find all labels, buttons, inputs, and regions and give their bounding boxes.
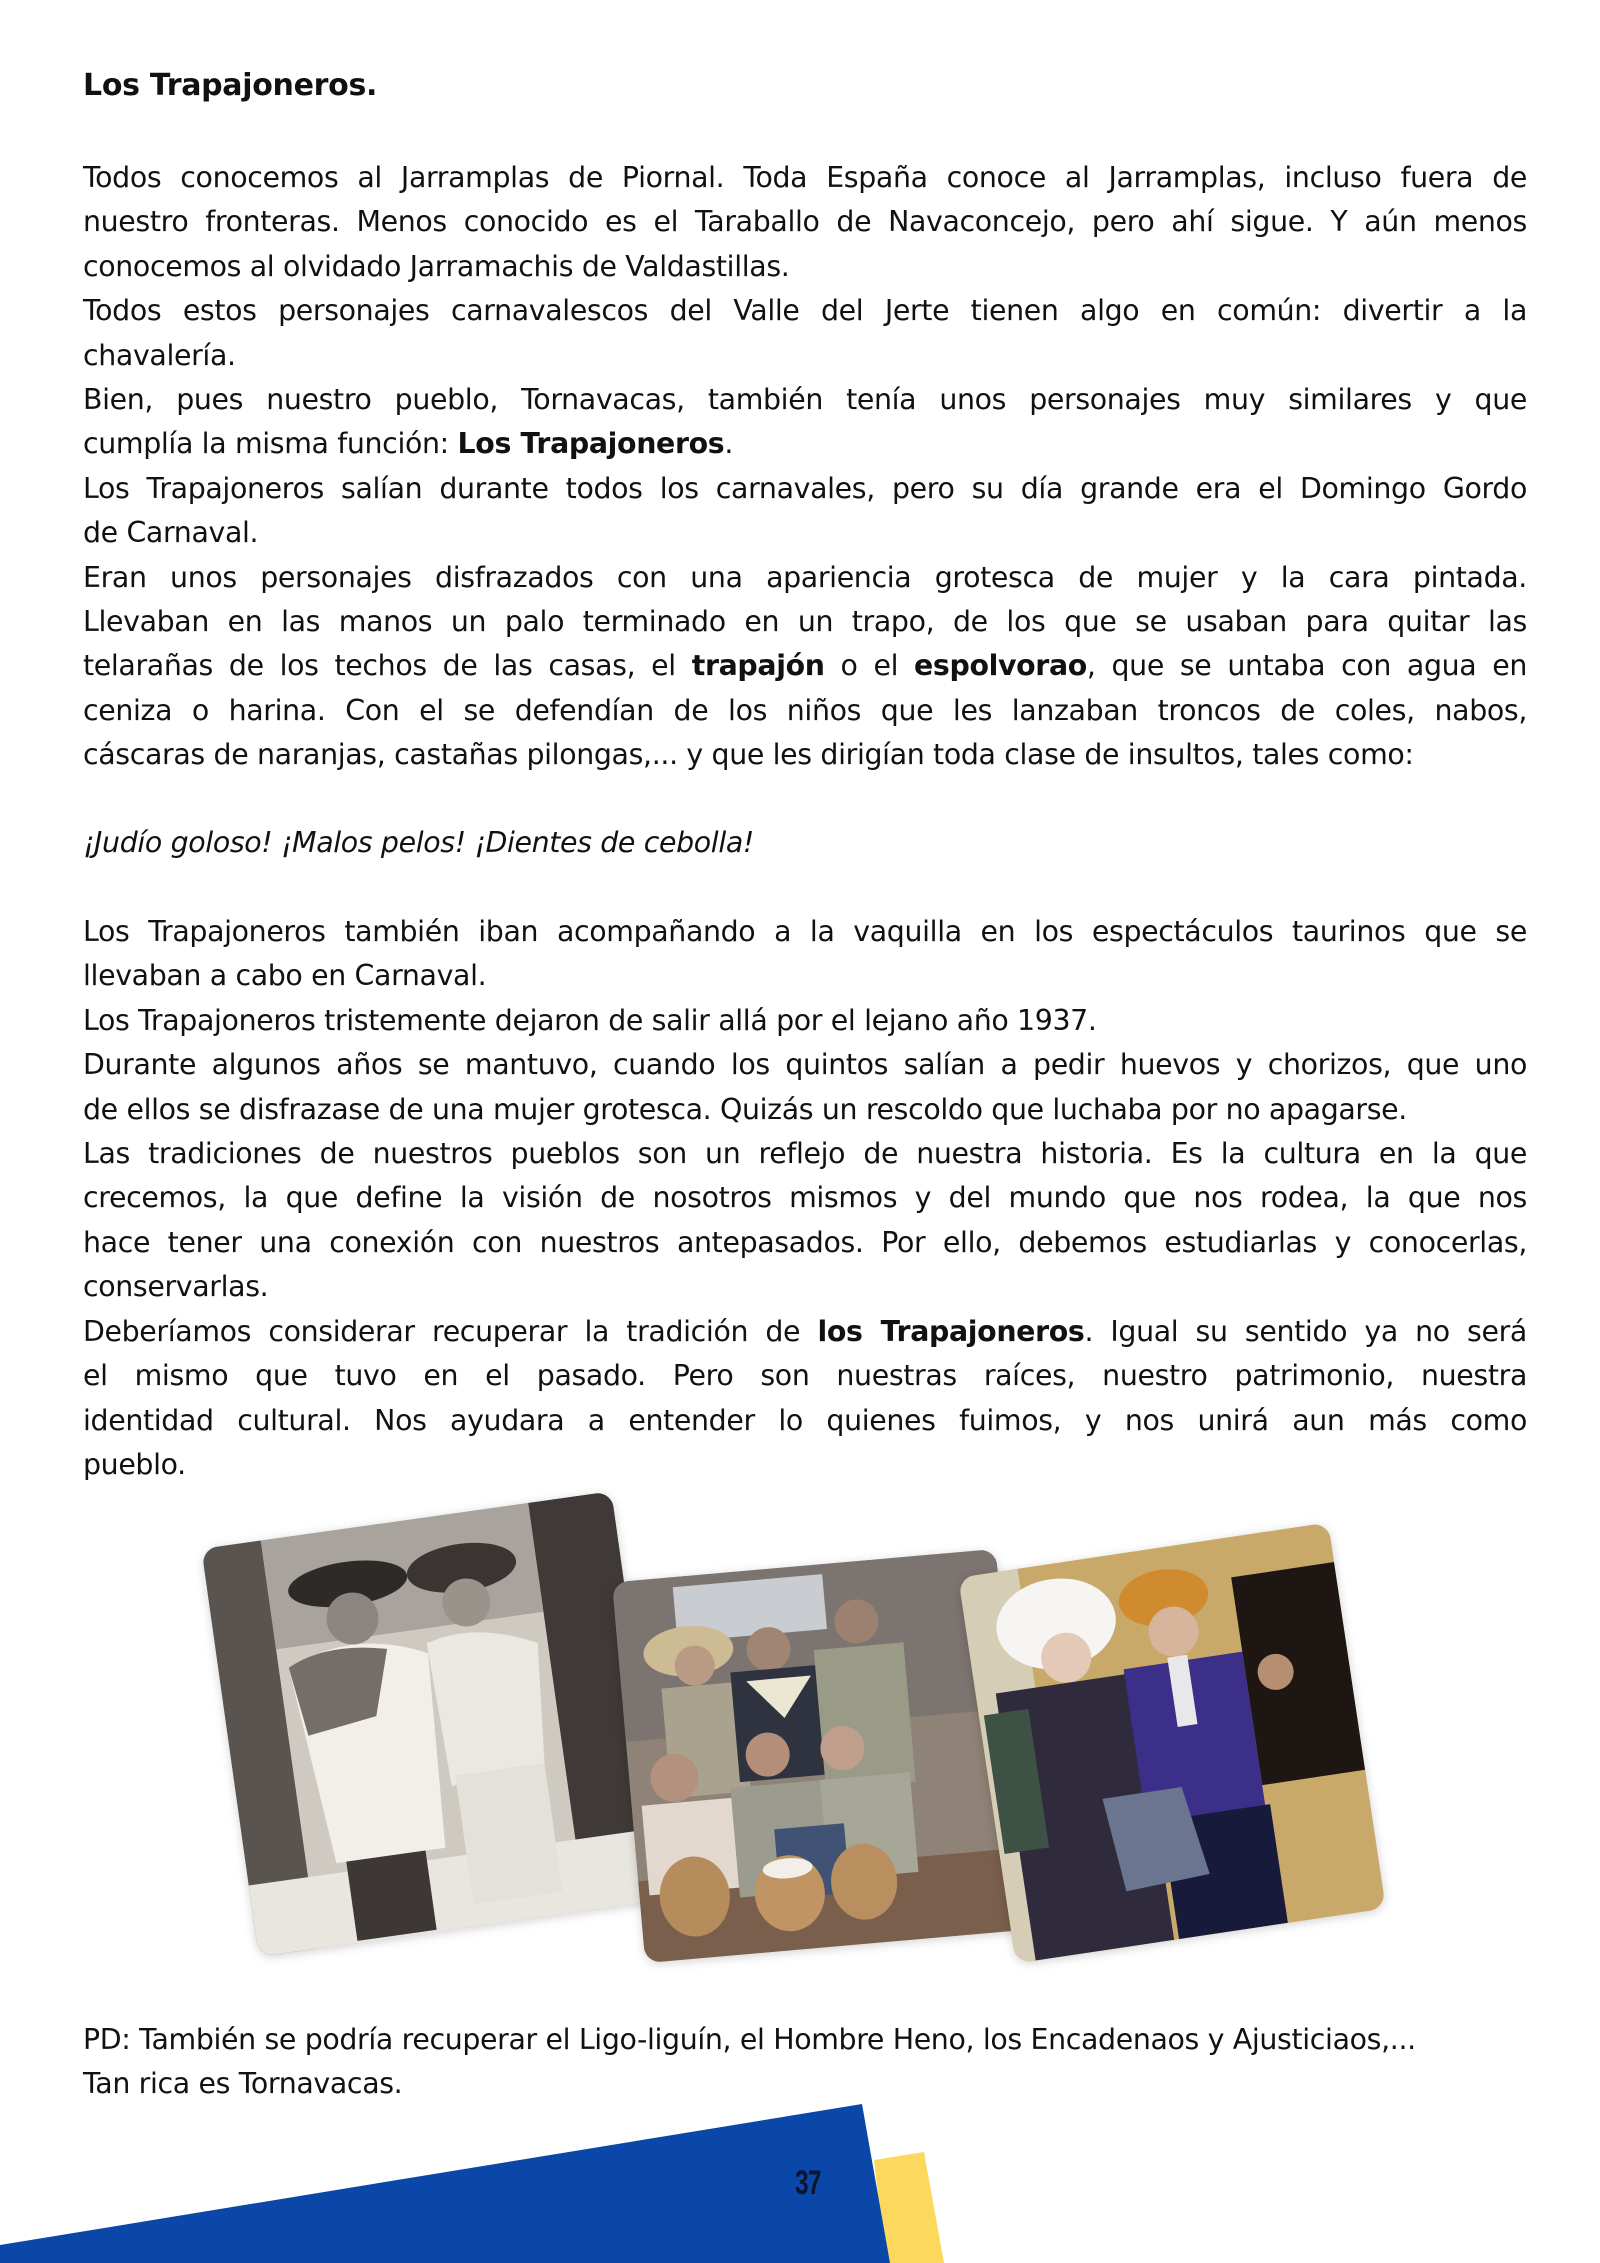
bold-term-trapajon: trapajón [691, 649, 825, 683]
text-line: Los Trapajoneros tristemente dejaron de salir allá por el lejano año 1937. [83, 1003, 1097, 1037]
text-line: de Carnaval. [83, 516, 259, 550]
bold-term-espolvorao: espolvorao [914, 649, 1087, 683]
text-line: Todos estos personajes carnavalescos del Valle del Jerte tienen algo en común: divertir a la [83, 294, 1527, 328]
text-line: cáscaras de naranjas, castañas pilongas,... y que les dirigían toda clase de insultos, tales como: [83, 738, 1414, 772]
postscript-line: PD: También se podría recuperar el Ligo-liguín, el Hombre Heno, los Encadenaos y Ajusticiaos,... [83, 2023, 1416, 2056]
text-line: hace tener una conexión con nuestros antepasados. Por ello, debemos estudiarlas y conocerlas, [83, 1225, 1527, 1259]
text-line: identidad cultural. Nos ayudara a entender lo quienes fuimos, y nos unirá aun más como [83, 1403, 1527, 1437]
text-line: de ellos se disfrazase de una mujer grotesca. Quizás un rescoldo que luchaba por no apagarse. [83, 1092, 1407, 1126]
postscript-line: Tan rica es Tornavacas. [83, 2067, 403, 2101]
text-line: Bien, pues nuestro pueblo, Tornavacas, también tenía unos personajes muy similares y que [83, 382, 1527, 416]
text-line: Eran unos personajes disfrazados con una apariencia grotesca de mujer y la cara pintada. [83, 560, 1527, 594]
text-line: conocemos al olvidado Jarramachis de Valdastillas. [83, 249, 790, 283]
text-line: crecemos, la que define la visión de nosotros mismos y del mundo que nos rodea, la que nos [83, 1181, 1527, 1215]
text-line: Todos conocemos al Jarramplas de Piornal. Toda España conoce al Jarramplas, incluso fuera de [83, 161, 1527, 194]
text-line: Las tradiciones de nuestros pueblos son un reflejo de nuestra historia. Es la cultura en la que [83, 1136, 1527, 1170]
text-line: Deberíamos considerar recuperar la tradición de los Trapajoneros. Igual su sentido ya no será [83, 1315, 1527, 1348]
text-line: el mismo que tuvo en el pasado. Pero son nuestras raíces, nuestro patrimonio, nuestra [83, 1359, 1527, 1393]
insults-quote: ¡Judío goloso! ¡Malos pelos! ¡Dientes de cebolla! [83, 826, 754, 859]
text-line: llevaban a cabo en Carnaval. [83, 959, 487, 993]
text-line: conservarlas. [83, 1270, 269, 1304]
text-line: chavalería. [83, 338, 236, 372]
text-line: Los Trapajoneros también iban acompañando a la vaquilla en los espectáculos taurinos que se [83, 915, 1527, 948]
text-line: nuestro fronteras. Menos conocido es el Taraballo de Navaconcejo, pero ahí sigue. Y aún menos [83, 205, 1527, 239]
text-line: Llevaban en las manos un palo terminado en un trapo, de los que se usaban para quitar las [83, 604, 1527, 638]
footer-blue-shape [0, 2104, 890, 2263]
text-line: ceniza o harina. Con el se defendían de los niños que les lanzaban troncos de coles, nabos, [83, 693, 1527, 727]
text-line: telarañas de los techos de las casas, el trapajón o el espolvorao, que se untaba con agua en [83, 649, 1527, 683]
text-line: Durante algunos años se mantuvo, cuando los quintos salían a pedir huevos y chorizos, que uno [83, 1048, 1527, 1082]
article-title: Los Trapajoneros. [83, 68, 378, 103]
text-line: cumplía la misma función: Los Trapajoneros. [83, 427, 734, 461]
text-line: Los Trapajoneros salían durante todos los carnavales, pero su día grande era el Domingo Gordo [83, 471, 1527, 505]
bold-term-trapajoneros: Los Trapajoneros [457, 427, 725, 461]
text-line: pueblo. [83, 1448, 186, 1482]
page-number: 37 [795, 2164, 821, 2202]
bold-term-los-trapajoneros: los Trapajoneros [817, 1315, 1085, 1348]
